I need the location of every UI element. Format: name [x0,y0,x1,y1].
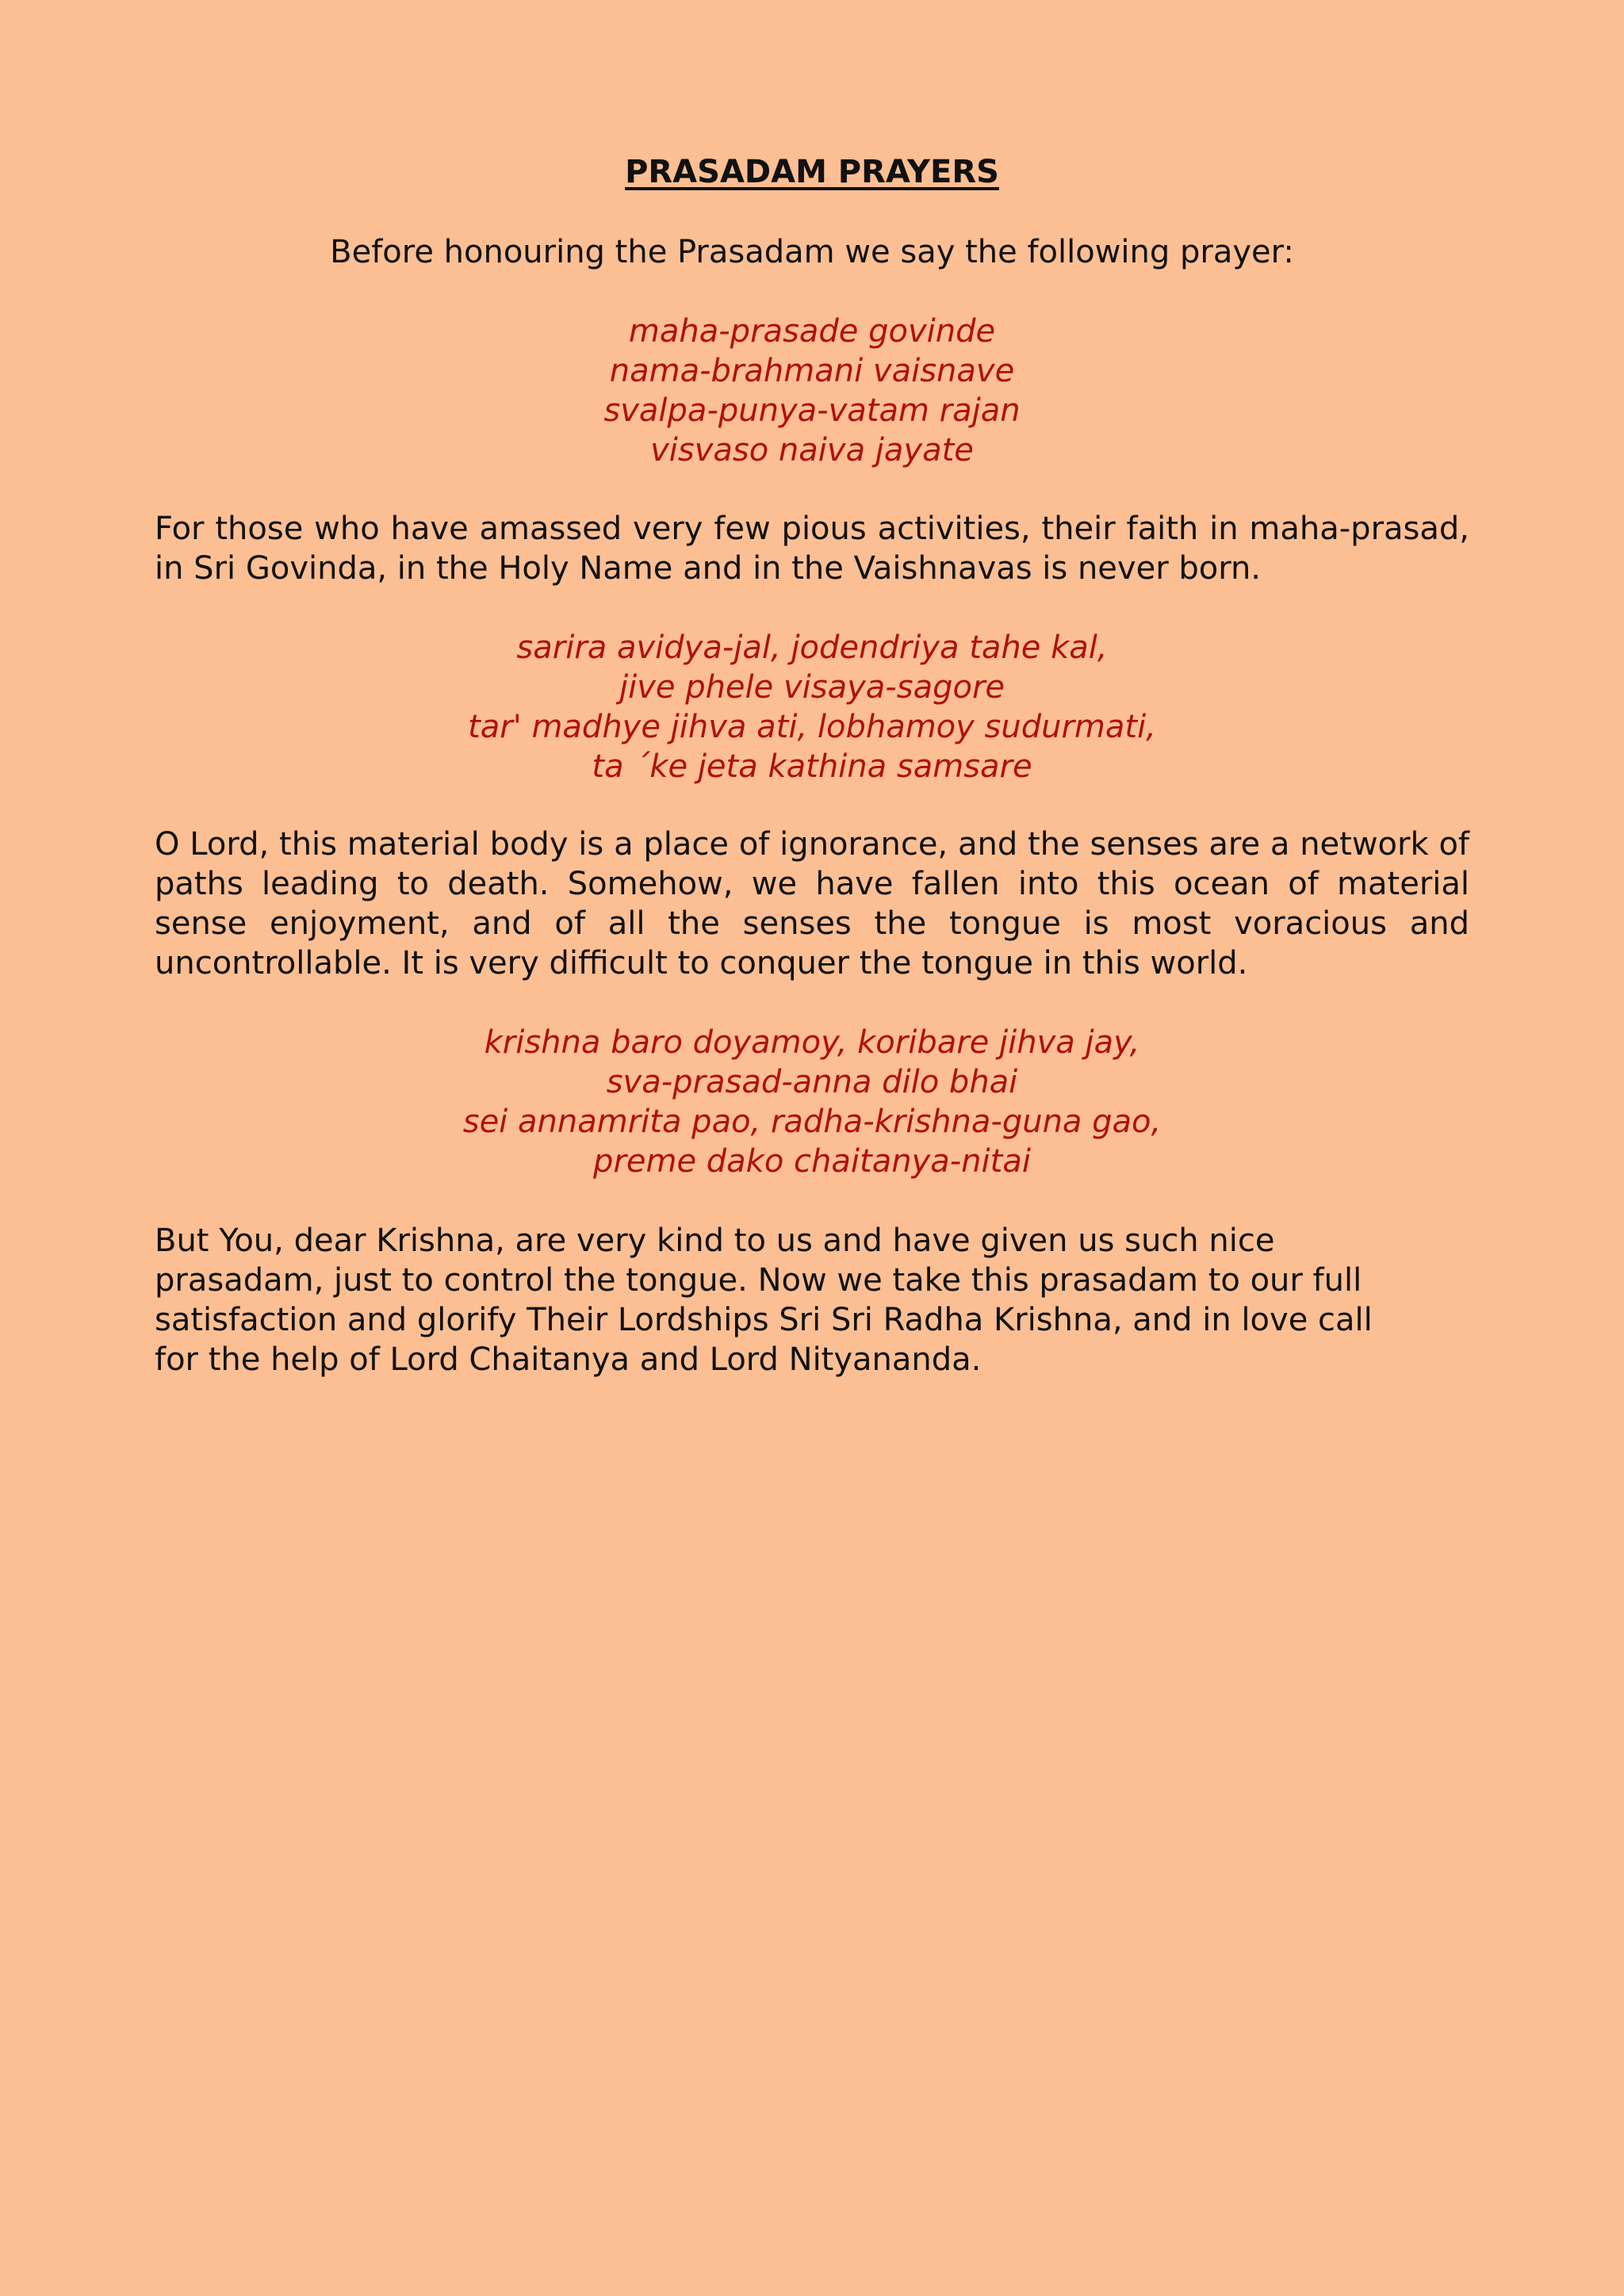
page-title: PRASADAM PRAYERS [625,154,999,190]
intro-text: Before honouring the Prasadam we say the following prayer: [330,234,1294,270]
paragraph-line: for the help of Lord Chaitanya and Lord Nityananda. [155,1341,982,1378]
translation-paragraph-3 [155,1221,1469,1380]
verse-krishna-baro-doyamoy [0,1023,1624,1181]
verse-line: ta ´ke jeta kathina samsare [592,748,1032,785]
translation-paragraph-2: O Lord, this material body is a place of ignorance, and the senses are a network of paths leading to death. Somehow, we have fallen into this ocean of material sense enjoyment, and of all the senses the tongue is most voracious and uncontrollable. It is very difficult to conquer the tongue in this world. [155,826,1469,982]
verse-line: tar' madhye jihva ati, lobhamoy sudurmati, [468,709,1156,745]
verse-line: jive phele visaya-sagore [619,669,1005,706]
verse-line: preme dako chaitanya-nitai [593,1143,1031,1180]
paragraph-line: prasadam, just to control the tongue. Now we take this prasadam to our full [155,1262,1362,1299]
verse-line: sva-prasad-anna dilo bhai [606,1064,1018,1100]
verse-line: krishna baro doyamoy, koribare jihva jay, [484,1024,1140,1061]
verse-maha-prasade [0,312,1624,470]
verse-line: svalpa-punya-vatam rajan [603,392,1021,429]
paragraph-line: satisfaction and glorify Their Lordships Sri Sri Radha Krishna, and in love call [155,1302,1373,1338]
verse-line: sarira avidya-jal, jodendriya tahe kal, [516,629,1108,666]
verse-line: sei annamrita pao, radha-krishna-guna gao, [462,1104,1162,1140]
paragraph-line: But You, dear Krishna, are very kind to us and have given us such nice [155,1223,1275,1259]
verse-line: nama-brahmani vaisnave [609,353,1015,389]
verse-line: visvaso naiva jayate [650,432,974,469]
translation-paragraph-1: For those who have amassed very few pious activities, their faith in maha-prasad, in Sri Govinda, in the Holy Name and in the Vaishnavas is never born. [155,511,1469,587]
verse-sarira-avidya-jal [0,628,1624,786]
verse-line: maha-prasade govinde [628,313,996,350]
